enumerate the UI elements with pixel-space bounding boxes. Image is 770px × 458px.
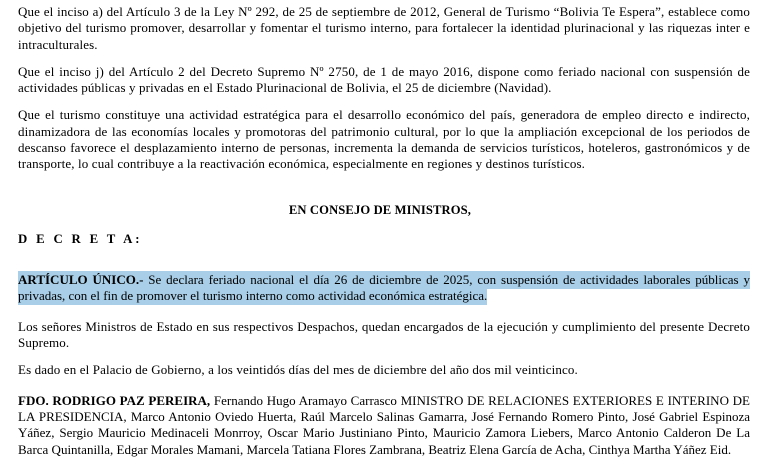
president-signature-name: FDO. RODRIGO PAZ PEREIRA,: [18, 392, 211, 408]
council-heading: EN CONSEJO DE MINISTROS,: [288, 202, 472, 217]
section-spacer: [18, 173, 750, 203]
article-highlight[interactable]: [18, 271, 750, 306]
article-label: ARTÍCULO ÚNICO.-: [18, 271, 144, 287]
ministers-signature-list: Fernando Hugo Aramayo Carrasco MINISTRO DE RELACIONES EXTERIORES E INTERINO DE LA PRESIDENCIA, Marco Antonio Oviedo Huerta, Raúl Marcelo Salinas Gamarra, José Fernando Romero Pinto, José Gabriel Espinoza Yáñez, Sergio Mauricio Medinaceli Monrroy, Oscar Mario Justiniano Pinto, Mauricio Zamora Liebers, Marco Antonio Calderon De La Barca Quintanilla, Edgar Morales Mamani, Marcela Tatiana Flores Zambrana, Beatriz Elena García de Acha, Cinthya Martha Yáñez Eid.: [18, 392, 750, 457]
heading-spacer: [18, 218, 750, 232]
decreta-label: D E C R E T A:: [18, 231, 143, 246]
considerando-paragraph-3: Que el turismo constituye una actividad estratégica para el desarrollo económico del país, generadora de empleo directo e indirecto, dinamizadora de las economías locales y promotoras del patrimonio cultural, por lo que la ampliación excepcional de los periodos de descanso favorece el desplazamiento interno de personas, incrementa la demanda de servicios turísticos, hoteleros, gastronómicos y de transporte, lo cual contribuye a la reactivación económica, especialmente en regiones y destinos turísticos.: [18, 107, 750, 172]
article-unico: [18, 272, 750, 305]
article-spacer: [18, 247, 750, 272]
considerando-paragraph-1: Que el inciso a) del Artículo 3 de la Ley Nº 292, de 25 de septiembre de 2012, General de Turismo “Bolivia Te Espera”, establece como objetivo del turismo promover, desarrollar y fomentar el turismo interno, para fortalecer la identidad plurinacional y las riquezas inter e intraculturales.: [18, 4, 750, 52]
closing-paragraph-fecha: Es dado en el Palacio de Gobierno, a los veintidós días del mes de diciembre del año dos mil veinticinco.: [18, 362, 578, 378]
paragraph-spacer: [18, 53, 750, 64]
paragraph-spacer: [18, 96, 750, 107]
article-body-line1: Se declara feriado nacional el día 26 de diciembre de 2025, con suspensión de actividades laborales públicas y: [143, 271, 750, 287]
paragraph-spacer: [18, 305, 750, 319]
signature-spacer: [18, 379, 750, 393]
considerando-paragraph-2: Que el inciso j) del Artículo 2 del Decreto Supremo Nº 2750, de 1 de mayo 2016, dispone como feriado nacional con suspensión de actividades públicas y privadas en el Estado Plurinacional de Bolivia, el 25 de diciembre (Navidad).: [18, 63, 750, 96]
paragraph-spacer: [18, 351, 750, 362]
closing-paragraph-encargo: Los señores Ministros de Estado en sus respectivos Despachos, quedan encargados de la ejecución y cumplimiento del presente Decreto Supremo.: [18, 318, 750, 351]
signature-block: [18, 393, 750, 458]
article-body-line2: privadas, con el fin de promover el turismo interno como actividad económica estratégica.: [18, 288, 488, 304]
